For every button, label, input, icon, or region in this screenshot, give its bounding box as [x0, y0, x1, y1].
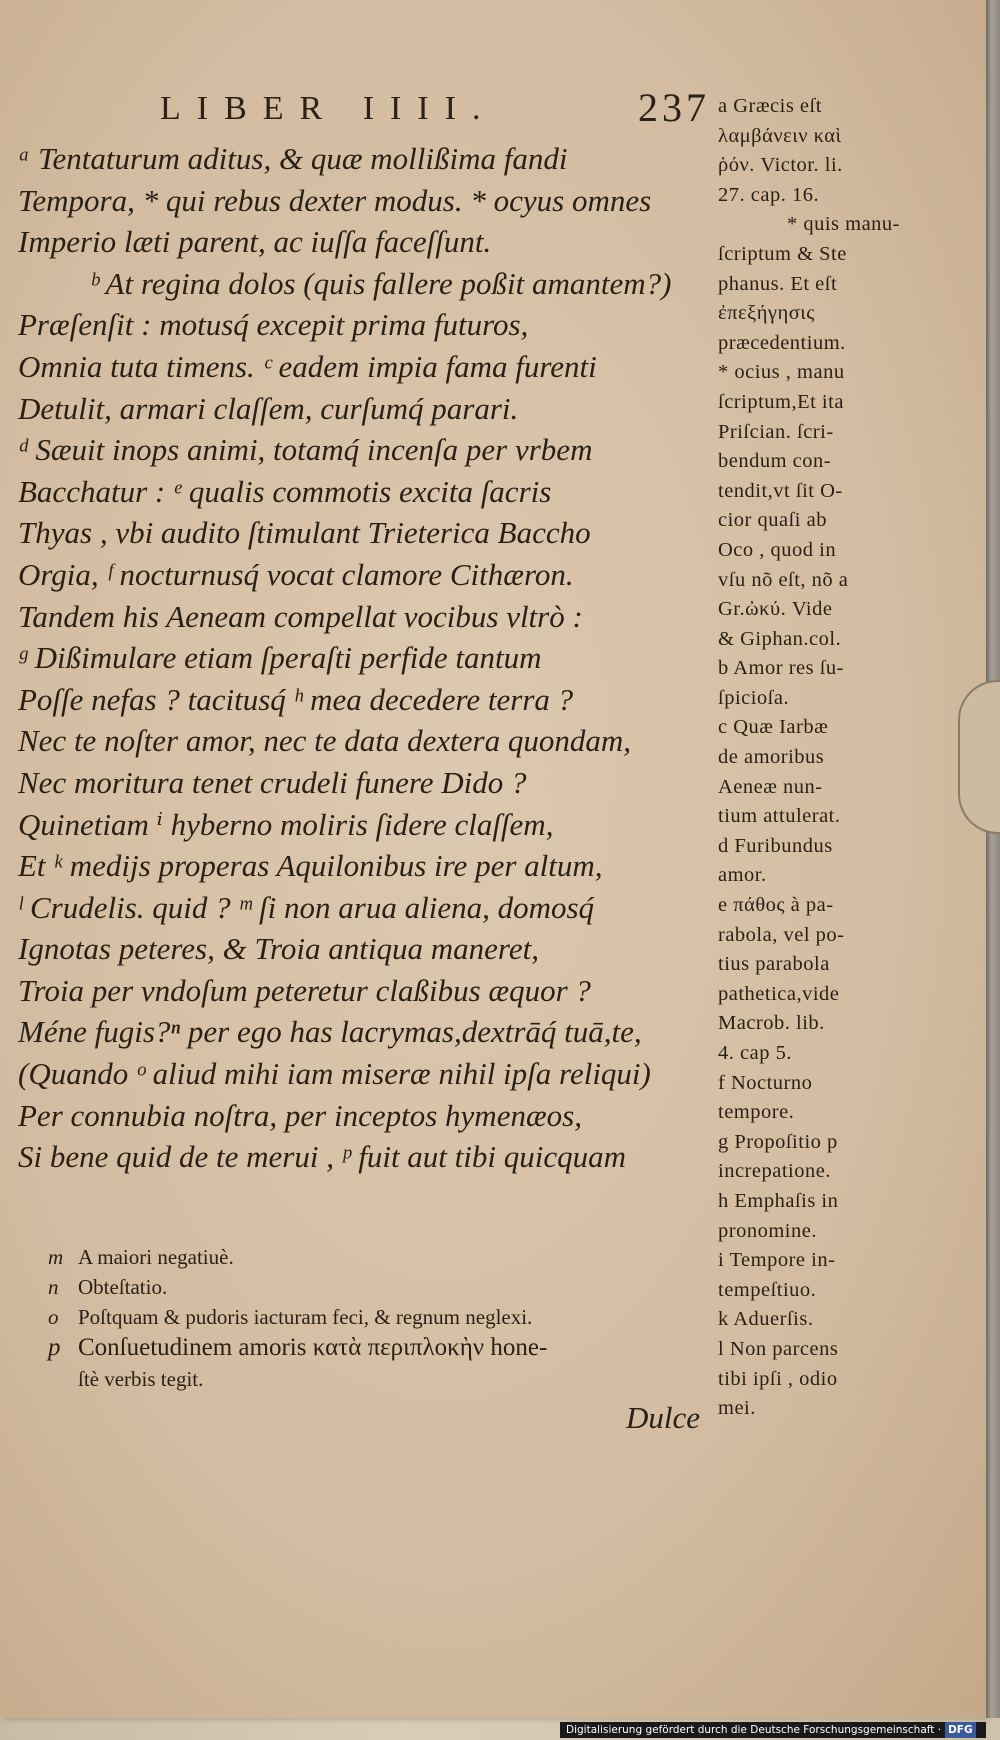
- margin-note: increpatione.: [718, 1160, 831, 1183]
- margin-note: tibi ipſi , odio: [718, 1367, 838, 1390]
- verse-line: Imperio læti parent, ac iuſſa faceſſunt.: [18, 224, 492, 260]
- margin-note: e πάθος à pa-: [718, 894, 834, 917]
- footnote-text: ſtè verbis tegit.: [78, 1367, 204, 1391]
- footnote-text: Obteſtatio.: [78, 1275, 168, 1299]
- verse-line: Troia per vndoſum peteretur claßibus æquor ?: [18, 972, 591, 1008]
- verse-line: Orgia, ᶠ nocturnusq́ vocat clamore Cithæron.: [18, 556, 574, 592]
- footnote: [48, 1332, 728, 1364]
- verse-line: Thyas , vbi audito ſtimulant Trieterica Baccho: [18, 515, 591, 551]
- margin-note: tempore.: [718, 1101, 795, 1124]
- verse-line: Tempora, * qui rebus dexter modus. * ocyus omnes: [18, 182, 652, 218]
- margin-note: Aeneæ nun-: [718, 775, 823, 798]
- margin-note: rabola, vel po-: [718, 923, 845, 946]
- margin-note: Gr.ὠκύ. Vide: [718, 598, 833, 621]
- margin-note: amor.: [718, 864, 767, 887]
- margin-note: c Quæ Iarbæ: [718, 716, 829, 739]
- running-head-title: LIBER IIII.: [160, 90, 497, 127]
- margin-note: de amoribus: [718, 746, 825, 769]
- footnotes: [48, 1242, 728, 1394]
- margin-note: pathetica,vide: [718, 982, 840, 1005]
- verse-line: ᵃ Tentaturum aditus, & quæ mollißima fandi: [18, 141, 568, 176]
- margin-note: tium attulerat.: [718, 805, 841, 828]
- margin-note: ſcriptum & Ste: [718, 242, 847, 265]
- margin-notes: [718, 92, 908, 1424]
- margin-note: i Tempore in-: [718, 1249, 836, 1272]
- verse-line: ᵈ Sæuit inops animi, totamq́ incenſa per vrbem: [18, 432, 593, 468]
- verse-block: [18, 138, 720, 1178]
- margin-note: 4. cap 5.: [718, 1042, 792, 1064]
- verse-line: Nec moritura tenet crudeli funere Dido ?: [18, 764, 527, 800]
- margin-note: l Non parcens: [718, 1337, 839, 1360]
- footnote-mark: p: [48, 1334, 61, 1361]
- footnote-text: Conſuetudinem amoris κατὰ περιπλοκὴν hone-: [78, 1334, 548, 1361]
- verse-line: Poſſe nefas ? tacitusq́ ʰ mea decedere terra ?: [18, 681, 574, 717]
- footnote: [48, 1272, 728, 1302]
- margin-note: a Græcis eſt: [718, 95, 822, 117]
- verse-line: ˡ Crudelis. quid ? ᵐ ſi non arua aliena, domosq́: [18, 889, 595, 925]
- verse-line: ᵍ Dißimulare etiam ſperaſti perfide tantum: [18, 640, 542, 676]
- footnote: [48, 1302, 728, 1332]
- margin-note: ſpicioſa.: [718, 686, 790, 709]
- verse-line: Præſenſit : motusq́ excepit prima futuros,: [18, 307, 529, 343]
- verse-line: Si bene quid de te merui , ᵖ fuit aut tibi quicquam: [18, 1139, 627, 1175]
- margin-note: d Furibundus: [718, 834, 833, 857]
- margin-note: bendum con-: [718, 450, 832, 473]
- verse-line: Méne fugis?ⁿ per ego has lacrymas,dextrāq́ tuā,te,: [18, 1014, 642, 1050]
- margin-note: ῥόν. Victor. li.: [718, 154, 843, 177]
- margin-note: tius parabola: [718, 953, 830, 976]
- margin-note: tendit,vt ſit O-: [718, 479, 843, 502]
- footnote-continuation: [48, 1364, 728, 1394]
- footnote: [48, 1242, 728, 1272]
- footnote-text: Poſtquam & pudoris iacturam feci, & regnum neglexi.: [78, 1305, 533, 1329]
- margin-note: k Aduerſis.: [718, 1308, 814, 1331]
- margin-note: vſu nõ eſt, nõ a: [718, 568, 849, 591]
- verse-line: Nec te noſter amor, nec te data dextera quondam,: [18, 723, 631, 759]
- margin-note: f Nocturno: [718, 1071, 813, 1094]
- margin-note: pronomine.: [718, 1219, 817, 1242]
- margin-note: ſcriptum,Et ita: [718, 390, 844, 413]
- verse-line: Quinetiam ⁱ hyberno moliris ſidere claſſem,: [18, 806, 554, 842]
- verse-line: Ignotas peteres, & Troia antiqua maneret,: [18, 931, 539, 967]
- margin-note: phanus. Et eſt: [718, 272, 838, 295]
- verse-line: Tandem his Aeneam compellat vocibus vltrò :: [18, 598, 583, 634]
- margin-note: 27. cap. 16.: [718, 183, 820, 206]
- margin-note: ἐπεξήγησις: [718, 302, 815, 325]
- verse-line: (Quando ᵒ aliud mihi iam miseræ nihil ipſa reliqui): [18, 1056, 651, 1092]
- margin-note: Macrob. lib.: [718, 1012, 825, 1035]
- margin-note: mei.: [718, 1397, 756, 1420]
- credit-text: Digitalisierung gefördert durch die Deutsche Forschungsgemeinschaft ·: [566, 1724, 942, 1736]
- margin-note: g Propoſitio p: [718, 1130, 838, 1153]
- verse-line: ᵇ At regina dolos (quis fallere poßit amantem?): [90, 265, 672, 301]
- margin-note: tempeſtiuo.: [718, 1278, 817, 1301]
- footnote-mark: m: [48, 1245, 64, 1269]
- page-edge: [986, 0, 1000, 1718]
- page-number: 237: [638, 85, 710, 130]
- verse-line: Et ᵏ medijs properas Aquilonibus ire per altum,: [18, 848, 603, 884]
- margin-note: * quis manu-: [786, 213, 900, 236]
- margin-note: h Emphaſis in: [718, 1189, 839, 1212]
- footnote-mark: o: [48, 1305, 59, 1329]
- margin-note: b Amor res ſu-: [718, 657, 844, 680]
- margin-note: & Giphan.col.: [718, 627, 842, 650]
- verse-line: Bacchatur : ᵉ qualis commotis excita ſacris: [18, 473, 552, 509]
- margin-note: cior quaſi ab: [718, 509, 827, 532]
- margin-note: λαμβάνειν καὶ: [718, 124, 842, 147]
- binding-clip: [958, 680, 1000, 834]
- footnote-text: A maiori negatiuè.: [78, 1245, 234, 1269]
- margin-note: Priſcian. ſcri-: [718, 420, 834, 443]
- catchword: Dulce: [626, 1400, 701, 1435]
- verse-line: Detulit, armari claſſem, curſumq́ parari.: [18, 390, 519, 426]
- running-head: [160, 85, 720, 130]
- footnote-mark: n: [48, 1275, 59, 1299]
- margin-note: * ocius , manu: [718, 361, 845, 384]
- verse-line: Omnia tuta timens. ᶜ eadem impia fama furenti: [18, 348, 597, 384]
- verse-line: Per connubia noſtra, per inceptos hymenæos,: [18, 1097, 582, 1133]
- margin-note: Oco , quod in: [718, 538, 837, 561]
- dfg-logo: DFG: [945, 1722, 976, 1738]
- digitization-credit: [560, 1722, 986, 1738]
- margin-note: præcedentium.: [718, 331, 846, 354]
